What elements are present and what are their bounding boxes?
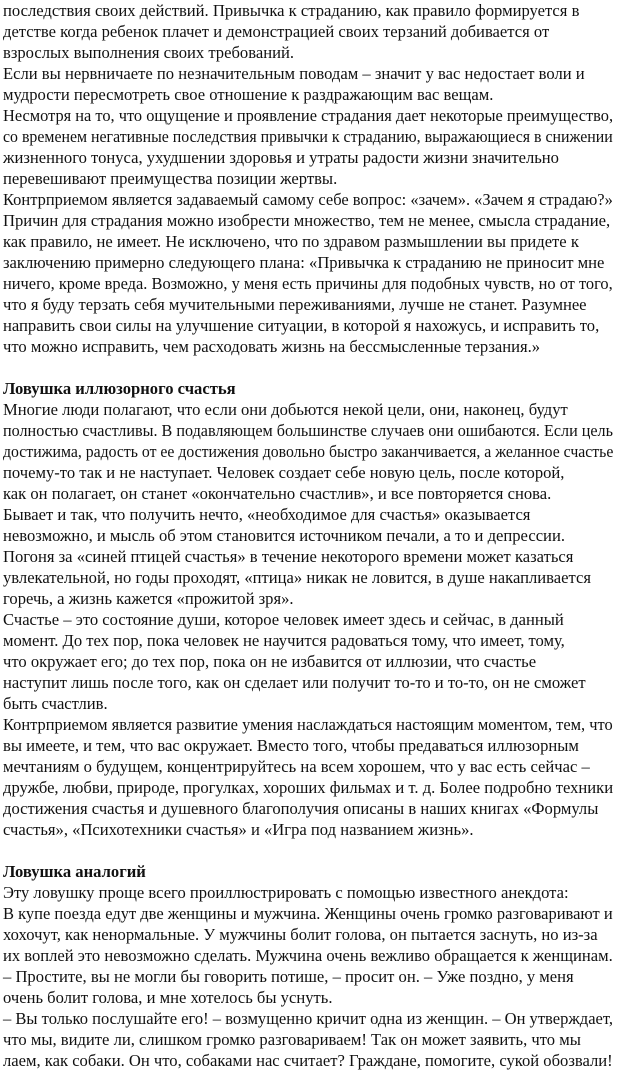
text-line: как правило, не имеет. Не исключено, что по здравом размышлении вы придете к [3,232,579,251]
text-line: Если вы нервничаете по незначительным поводам – значит у вас недостает воли и [3,64,585,83]
text-line: – Вы только послушайте его! – возмущенно кричит одна из женщин. – Он утверждает, [3,1009,614,1028]
text-line: что я буду терзать себя мучительными переживаниями, лучше не станет. Разумнее [3,295,587,314]
text-line: Контрприемом является развитие умения наслаждаться настоящим моментом, тем, что [3,715,613,734]
text-line: В купе поезда едут две женщины и мужчина. Женщины очень громко разговаривают и [3,904,613,923]
text-line: детстве когда ребенок плачет и демонстрацией своих терзаний добивается от [3,22,550,41]
section-spacer [3,840,613,861]
text-line: Эту ловушку проще всего проиллюстрировать с помощью известного анекдота: [3,883,569,902]
text-line: достижения счастья и душевного благополучия описаны в наших книгах «Формулы [3,799,599,818]
paragraph [3,504,613,546]
paragraph [3,714,613,840]
text-line: Причин для страдания можно изобрести множество, тем не менее, смысла страдание, [3,211,611,230]
text-line: почему-то так и не наступает. Человек создает себе новую цель, после которой, [3,463,565,482]
text-line: Контрприемом является задаваемый самому себе вопрос: «зачем». «Зачем я страдаю?» [3,190,613,209]
text-line: ничего, кроме вреда. Возможно, у меня есть причины для подобных чувств, но от того, [3,274,613,293]
text-line: их воплей это невозможно сделать. Мужчина очень вежливо обращается к женщинам. [3,946,613,965]
text-line: горечь, а жизнь кажется «прожитой зря». [3,589,294,608]
paragraph [3,0,613,63]
text-line: со временем негативные последствия привычки к страданию, выражающиеся в снижении [3,127,613,146]
text-line: что мы, видите ли, слишком громко разговариваем! Так он может заявить, что мы [3,1030,581,1049]
text-line: увлекательной, но годы проходят, «птица» никак не ловится, в душе накапливается [3,568,591,587]
text-line: быть счастлив. [3,694,108,713]
text-line: Бывает и так, что получить нечто, «необходимое для счастья» оказывается [3,505,531,524]
text-line: взрослых выполнения своих требований. [3,43,294,62]
paragraph [3,546,613,609]
paragraph [3,105,613,189]
paragraph [3,189,613,357]
heading-text: Ловушка иллюзорного счастья [3,379,236,398]
text-line: жизненного тонуса, ухудшении здоровья и утраты радости жизни значительно [3,148,559,167]
text-line: вы имеете, и тем, что вас окружает. Вместо того, чтобы предаваться иллюзорным [3,736,579,755]
text-line: как он полагает, он станет «окончательно счастлив», и все повторяется снова. [3,484,552,503]
text-line: что окружает его; до тех пор, пока он не избавится от иллюзии, что счастье [3,652,537,671]
text-line: перевешивают преимущества позиции жертвы. [3,169,338,188]
text-line: направить свои силы на улучшение ситуации, в которой я нахожусь, и исправить то, [3,316,600,335]
text-line: Погоня за «синей птицей счастья» в течение некоторого времени может казаться [3,547,574,566]
text-line: очень болит голова, и мне хотелось бы уснуть. [3,988,333,1007]
paragraph [3,882,613,1071]
paragraph [3,63,613,105]
text-line: что можно исправить, чем расходовать жизнь на бессмысленные терзания.» [3,337,541,356]
section-spacer [3,357,613,378]
text-line: – Простите, вы не могли бы говорить потише, – просит он. – Уже поздно, у меня [3,967,574,986]
text-line: Несмотря на то, что ощущение и проявление страдания дает некоторые преимущество, [3,106,614,125]
text-line: невозможно, и мысль об этом становится источником печали, а то и депрессии. [3,526,565,545]
text-line: мудрости пересмотреть свое отношение к раздражающим вас вещам. [3,85,494,104]
text-line: дружбе, любви, природе, прогулках, хороших фильмах и т. д. Более подробно техники [3,778,614,797]
text-line: последствия своих действий. Привычка к страданию, как правило формируется в [3,1,580,20]
text-line: наступит лишь после того, как он сделает или получит то-то и то-то, он не сможет [3,673,586,692]
section-heading [3,378,613,399]
text-line: достижима, радость от ее достижения довольно быстро заканчивается, а желанное счастье [3,442,614,461]
text-line: мечтаниям о будущем, концентрируйтесь на всем хорошем, что у вас есть сейчас – [3,757,590,776]
text-line: лаем, как собаки. Он что, собаками нас считает? Граждане, помогите, сукой обозвали! [3,1051,613,1070]
paragraph [3,399,613,504]
heading-text: Ловушка аналогий [3,862,146,881]
text-line: заключению примерно следующего плана: «Привычка к страданию не приносит мне [3,253,605,272]
text-line: полностью счастливы. В подавляющем большинстве случаев они ошибаются. Если цель [3,421,613,440]
text-line: счастья», «Психотехники счастья» и «Игра под названием жизнь». [3,820,474,839]
text-line: Многие люди полагают, что если они добьются некой цели, они, наконец, будут [3,400,568,419]
text-line: Счастье – это состояние души, которое человек имеет здесь и сейчас, в данный [3,610,564,629]
text-line: хохочут, как ненормальные. У мужчины болит голова, он пытается заснуть, но из-за [3,925,598,944]
text-line: момент. До тех пор, пока человек не научится радоваться тому, что имеет, тому, [3,631,565,650]
section-heading [3,861,613,882]
paragraph [3,609,613,714]
document-page [3,0,613,1071]
